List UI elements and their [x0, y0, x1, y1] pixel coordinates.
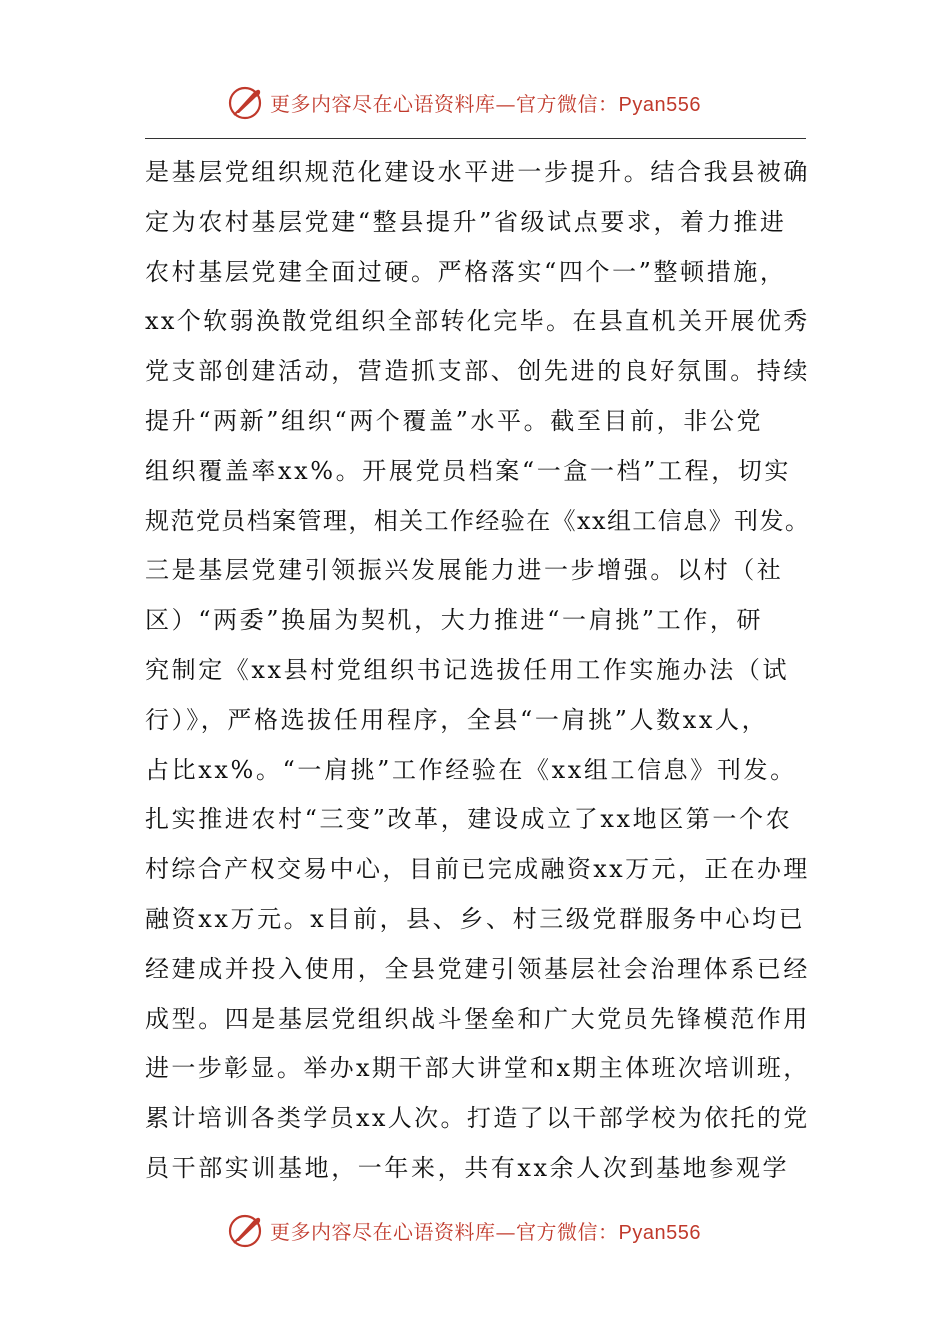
text-line: 成型。四是基层党组织战斗堡垒和广大党员先锋模范作用: [145, 1004, 810, 1033]
banner-main-text: 更多内容尽在心语资料库: [270, 91, 496, 116]
text-line: 究制定《xx县村党组织书记选拔任用工作实施办法（试: [145, 655, 790, 684]
body-text: [145, 148, 810, 1194]
text-line: 区）“两委”换届为契机，大力推进“一肩挑”工作，研: [145, 606, 764, 635]
banner-separator: —: [495, 1219, 516, 1244]
banner-label: 官方微信：: [516, 1219, 619, 1244]
quill-logo-icon: [226, 82, 266, 122]
banner-separator: —: [495, 91, 516, 116]
text-line: 员干部实训基地，一年来，共有xx余人次到基地参观学: [145, 1153, 790, 1182]
text-line: 村综合产权交易中心，目前已完成融资xx万元，正在办理: [145, 855, 810, 884]
banner-wechat-id: Pyan556: [618, 1221, 701, 1244]
header-divider: [145, 138, 806, 139]
text-line: 三是基层党建引领振兴发展能力进一步增强。以村（社: [145, 556, 784, 585]
text-line: 行）》，严格选拔任用程序，全县“一肩挑”人数xx人，: [145, 705, 769, 734]
text-line: 党支部创建活动，营造抓支部、创先进的良好氛围。持续: [145, 357, 810, 386]
text-line: 农村基层党建全面过硬。严格落实“四个一”整顿措施，: [145, 257, 787, 286]
text-line: 进一步彰显。举办x期干部大讲堂和x期主体班次培训班，: [145, 1054, 810, 1083]
footer-banner: [226, 1208, 701, 1252]
text-line: 是基层党组织规范化建设水平进一步提升。结合我县被确: [145, 158, 810, 186]
text-line: 扎实推进农村“三变”改革，建设成立了xx地区第一个农: [145, 805, 793, 834]
text-line: 融资xx万元。x目前，县、乡、村三级党群服务中心均已: [145, 904, 806, 933]
text-line: 组织覆盖率xx%。开展党员档案“一盒一档”工程，切实: [145, 456, 792, 485]
banner-main-text: 更多内容尽在心语资料库: [270, 1219, 496, 1244]
text-line: 经建成并投入使用，全县党建引领基层社会治理体系已经: [145, 954, 810, 983]
text-line: 提升“两新”组织“两个覆盖”水平。截至目前，非公党: [145, 406, 764, 435]
text-line: 累计培训各类学员xx人次。打造了以干部学校为依托的党: [145, 1104, 810, 1133]
text-line: 占比xx%。“一肩挑”工作经验在《xx组工信息》刊发。: [145, 755, 797, 784]
text-line: 规范党员档案管理，相关工作经验在《xx组工信息》刊发。: [145, 506, 811, 535]
banner-label: 官方微信：: [516, 91, 619, 116]
header-banner: [226, 80, 701, 124]
quill-logo-icon: [226, 1210, 266, 1250]
text-line: 定为农村基层党建“整县提升”省级试点要求，着力推进: [145, 207, 787, 236]
text-line: xx个软弱涣散党组织全部转化完毕。在县直机关开展优秀: [145, 307, 810, 336]
banner-wechat-id: Pyan556: [618, 93, 701, 116]
